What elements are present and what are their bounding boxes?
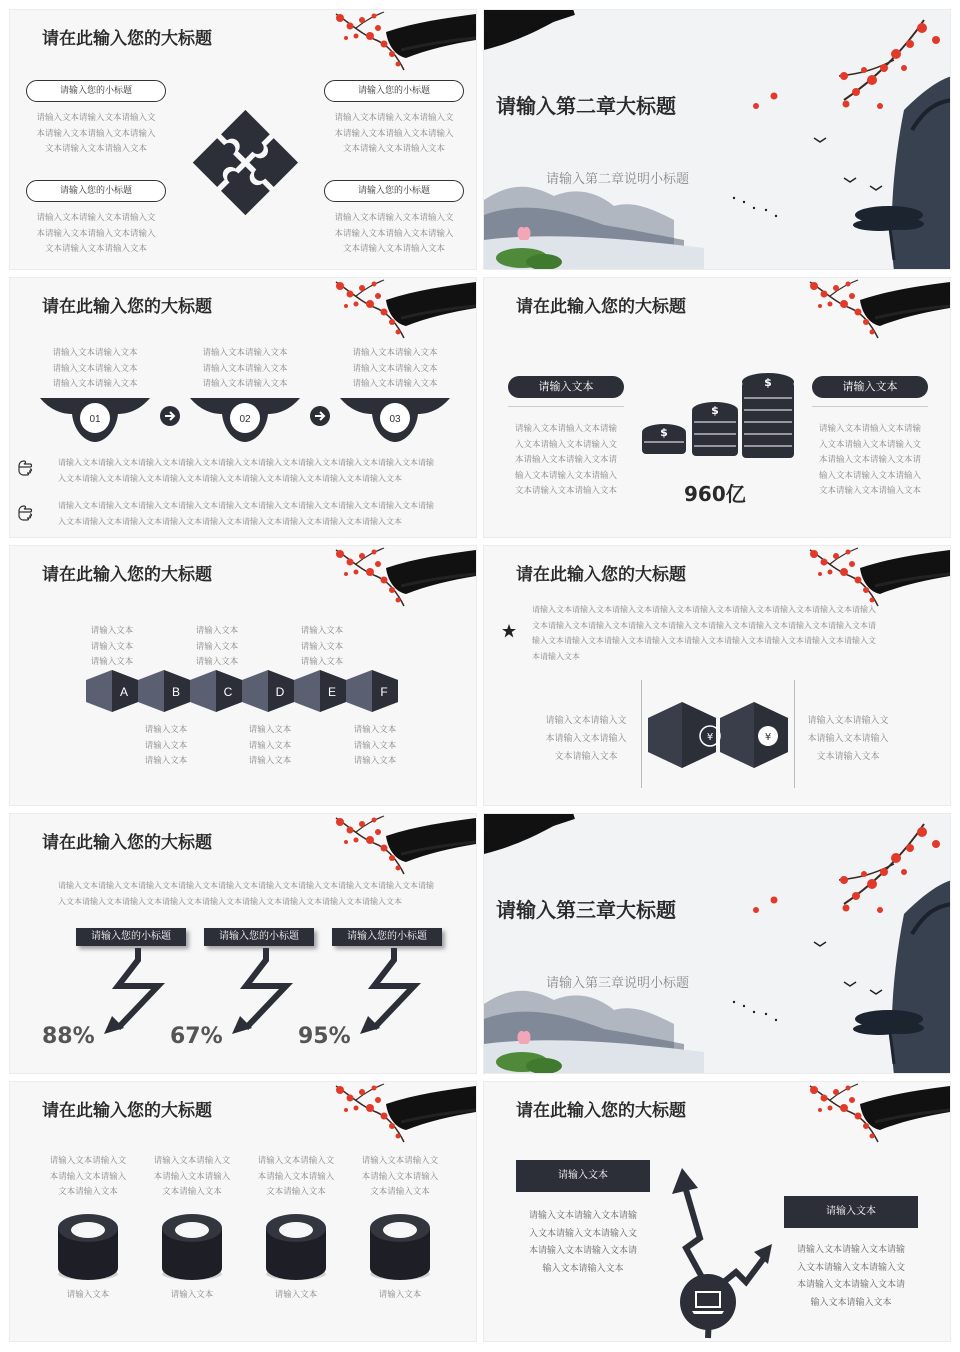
hex-letter: A	[119, 685, 129, 699]
coin-stack-icon	[640, 370, 800, 464]
svg-text:02: 02	[239, 414, 251, 425]
divider	[641, 680, 642, 788]
bullet-text: 请输入文本请输入文本请输入文本请输入文本请输入文本请输入文本请输入文本请输入文本请输入文本请输 入文本请输入文本请输入文本请输入文本请输入文本请输入文本请输入文本请输入文本请输入文本	[58, 501, 434, 526]
slide-10	[483, 1081, 951, 1342]
text-block: 请输入文本请输入文本请输入文 本请输入文本请输入文本请输入 文本请输入文本请输入文本	[334, 213, 454, 254]
subtitle-pill: 请输入您的小标题	[324, 80, 464, 102]
plum-blossom-ink-decoration	[326, 1082, 476, 1150]
text-block: 请输入文本请输入文 本请输入文本请输入 文本请输入文本	[153, 1156, 231, 1197]
percent-value: 88%	[42, 1024, 95, 1049]
slide-4	[483, 277, 951, 538]
ring-label: 请输入文本	[378, 1290, 422, 1300]
slide-5	[9, 545, 477, 806]
slide-6	[483, 545, 951, 806]
chapter-title: 请输入第三章大标题	[496, 898, 676, 922]
subtitle-label: 请输入您的小标题	[76, 928, 186, 946]
plum-blossom-ink-decoration	[326, 546, 476, 614]
slide-title: 请在此输入您的大标题	[42, 29, 212, 49]
text-block: 请输入文本请输入文 本请输入文本请输入 文本请输入文本	[257, 1156, 335, 1197]
step-badge	[340, 396, 450, 446]
slide-2-chapter	[483, 9, 951, 270]
divider	[812, 406, 928, 407]
pointing-hand-icon	[18, 461, 38, 475]
text-block: 请输入文本请输入文本 请输入文本请输入文本 请输入文本请输入文本	[52, 348, 138, 389]
text-block: 请输入文本请输入文本 请输入文本请输入文本 请输入文本请输入文本	[352, 348, 438, 389]
svg-text:03: 03	[389, 414, 401, 425]
step-badge	[40, 396, 150, 446]
zigzag-arrow	[228, 946, 318, 1036]
text-block: 请输入文本 请输入文本 请输入文本	[248, 725, 292, 766]
plum-blossom-ink-decoration	[326, 814, 476, 882]
hex-letter: E	[327, 685, 337, 699]
zigzag-arrow	[356, 946, 446, 1036]
chapter-subtitle: 请输入第二章说明小标题	[546, 172, 690, 187]
plum-blossom-ink-decoration	[800, 278, 950, 346]
ring-label: 请输入文本	[170, 1290, 214, 1300]
text-block: 请输入文本请输入文 本请输入文本请输入 文本请输入文本	[807, 716, 889, 762]
text-block: 请输入文本 请输入文本 请输入文本	[144, 725, 188, 766]
text-block: 请输入文本 请输入文本 请输入文本	[353, 725, 397, 766]
ring-icon	[56, 1206, 120, 1282]
arrow-right-icon	[310, 406, 330, 426]
slide-8-chapter	[483, 813, 951, 1074]
plum-blossom-ink-decoration	[326, 278, 476, 346]
svg-text:$: $	[660, 426, 668, 439]
hex-letter: D	[275, 685, 285, 699]
text-block: 请输入文本请输入文本请输入文 本请输入文本请输入文本请输入 文本请输入文本请输入文本	[36, 213, 156, 254]
ring-label: 请输入文本	[66, 1290, 110, 1300]
subtitle-label: 请输入您的小标题	[204, 928, 314, 946]
laptop-icon	[680, 1274, 736, 1330]
pointing-hand-icon	[18, 506, 38, 520]
text-block: 请输入文本请输入文本请输入文 本请输入文本请输入文本请输入 文本请输入文本请输入文本	[36, 113, 156, 154]
text-block: 请输入文本请输入文本请输 入文本请输入文本请输入文 本请输入文本请输入文本请 输入文本请输入文本	[528, 1211, 637, 1274]
plum-blossom-ink-decoration	[326, 10, 476, 78]
slide-7	[9, 813, 477, 1074]
text-block: 请输入文本请输入文本请输 入文本请输入文本请输入文 本请输入文本请输入文本请 输入文本请输入文本请输入 文本请输入文本请输入文本	[818, 424, 921, 496]
puzzle-icon	[184, 102, 304, 226]
arrow-right-icon	[160, 406, 180, 426]
ink-landscape-illustration	[484, 814, 951, 1074]
label-pill: 请输入文本	[812, 376, 928, 398]
star-icon	[502, 624, 516, 638]
slide-title: 请在此输入您的大标题	[516, 565, 686, 585]
label-box: 请输入文本	[784, 1196, 918, 1228]
paragraph: 请输入文本请输入文本请输入文本请输入文本请输入文本请输入文本请输入文本请输入文本请输入文本请输 入文本请输入文本请输入文本请输入文本请输入文本请输入文本请输入文本请输入文本请输入文本	[58, 881, 434, 906]
ring-icon	[368, 1206, 432, 1282]
svg-text:$: $	[711, 404, 719, 417]
divider	[794, 680, 795, 788]
text-block: 请输入文本请输入文本请输 入文本请输入文本请输入文 本请输入文本请输入文本请 输入文本请输入文本请输入 文本请输入文本请输入文本	[514, 424, 617, 496]
subtitle-pill: 请输入您的小标题	[26, 180, 166, 202]
label-box: 请输入文本	[516, 1160, 650, 1192]
slide-title: 请在此输入您的大标题	[516, 297, 686, 317]
step-badge	[190, 396, 300, 446]
zigzag-arrow	[100, 946, 190, 1036]
percent-value: 67%	[170, 1024, 223, 1049]
text-block: 请输入文本 请输入文本 请输入文本	[90, 626, 134, 667]
slide-title: 请在此输入您的大标题	[42, 1101, 212, 1121]
text-block: 请输入文本请输入文 本请输入文本请输入 文本请输入文本	[49, 1156, 127, 1197]
percent-value: 95%	[298, 1024, 351, 1049]
text-block: 请输入文本请输入文 本请输入文本请输入 文本请输入文本	[361, 1156, 439, 1197]
subtitle-pill: 请输入您的小标题	[26, 80, 166, 102]
subtitle-pill: 请输入您的小标题	[324, 180, 464, 202]
bullet-text: 请输入文本请输入文本请输入文本请输入文本请输入文本请输入文本请输入文本请输入文本请输入文本请输 入文本请输入文本请输入文本请输入文本请输入文本请输入文本请输入文本请输入文本请输入文本	[58, 458, 434, 483]
slide-title: 请在此输入您的大标题	[42, 833, 212, 853]
slide-title: 请在此输入您的大标题	[42, 565, 212, 585]
subtitle-label: 请输入您的小标题	[332, 928, 442, 946]
slide-3	[9, 277, 477, 538]
text-block: 请输入文本请输入文 本请输入文本请输入 文本请输入文本	[545, 716, 627, 762]
paragraph: 请输入文本请输入文本请输入文本请输入文本请输入文本请输入文本请输入文本请输入文本请输入 文本请输入文本请输入文本请输入文本请输入文本请输入文本请输入文本请输入文本请输入文本请 输入文本请输入文本请输入文本请输入文本请输入文本请输入文本请输入文本请输入文本请输入文 本请输入文本	[532, 605, 876, 661]
svg-text:¥: ¥	[764, 732, 772, 743]
ring-label: 请输入文本	[274, 1290, 318, 1300]
yen-coin-icon	[758, 726, 778, 746]
text-block: 请输入文本请输入文本 请输入文本请输入文本 请输入文本请输入文本	[202, 348, 288, 389]
double-hexagon	[648, 702, 790, 768]
chapter-subtitle: 请输入第三章说明小标题	[546, 976, 690, 991]
slide-title: 请在此输入您的大标题	[516, 1101, 686, 1121]
chapter-title: 请输入第二章大标题	[496, 94, 676, 118]
ink-landscape-illustration	[484, 10, 951, 270]
plum-blossom-ink-decoration	[800, 1082, 950, 1150]
amount-value: 960亿	[684, 482, 746, 506]
svg-text:01: 01	[89, 414, 101, 425]
hexagon-chain	[86, 670, 406, 712]
slide-1	[9, 9, 477, 270]
svg-text:$: $	[764, 376, 772, 389]
text-block: 请输入文本 请输入文本 请输入文本	[195, 626, 239, 667]
svg-text:¥: ¥	[706, 732, 714, 743]
slide-title: 请在此输入您的大标题	[42, 297, 212, 317]
ring-icon	[264, 1206, 328, 1282]
hex-letter: C	[223, 685, 233, 699]
label-pill: 请输入文本	[508, 376, 624, 398]
divider	[508, 406, 624, 407]
text-block: 请输入文本请输入文本请输入文 本请输入文本请输入文本请输入 文本请输入文本请输入文本	[334, 113, 454, 154]
hex-letter: F	[380, 685, 388, 699]
hex-letter: B	[171, 685, 181, 699]
text-block: 请输入文本 请输入文本 请输入文本	[300, 626, 344, 667]
ring-icon	[160, 1206, 224, 1282]
text-block: 请输入文本请输入文本请输 入文本请输入文本请输入文 本请输入文本请输入文本请 输入文本请输入文本	[796, 1245, 905, 1308]
slide-9	[9, 1081, 477, 1342]
